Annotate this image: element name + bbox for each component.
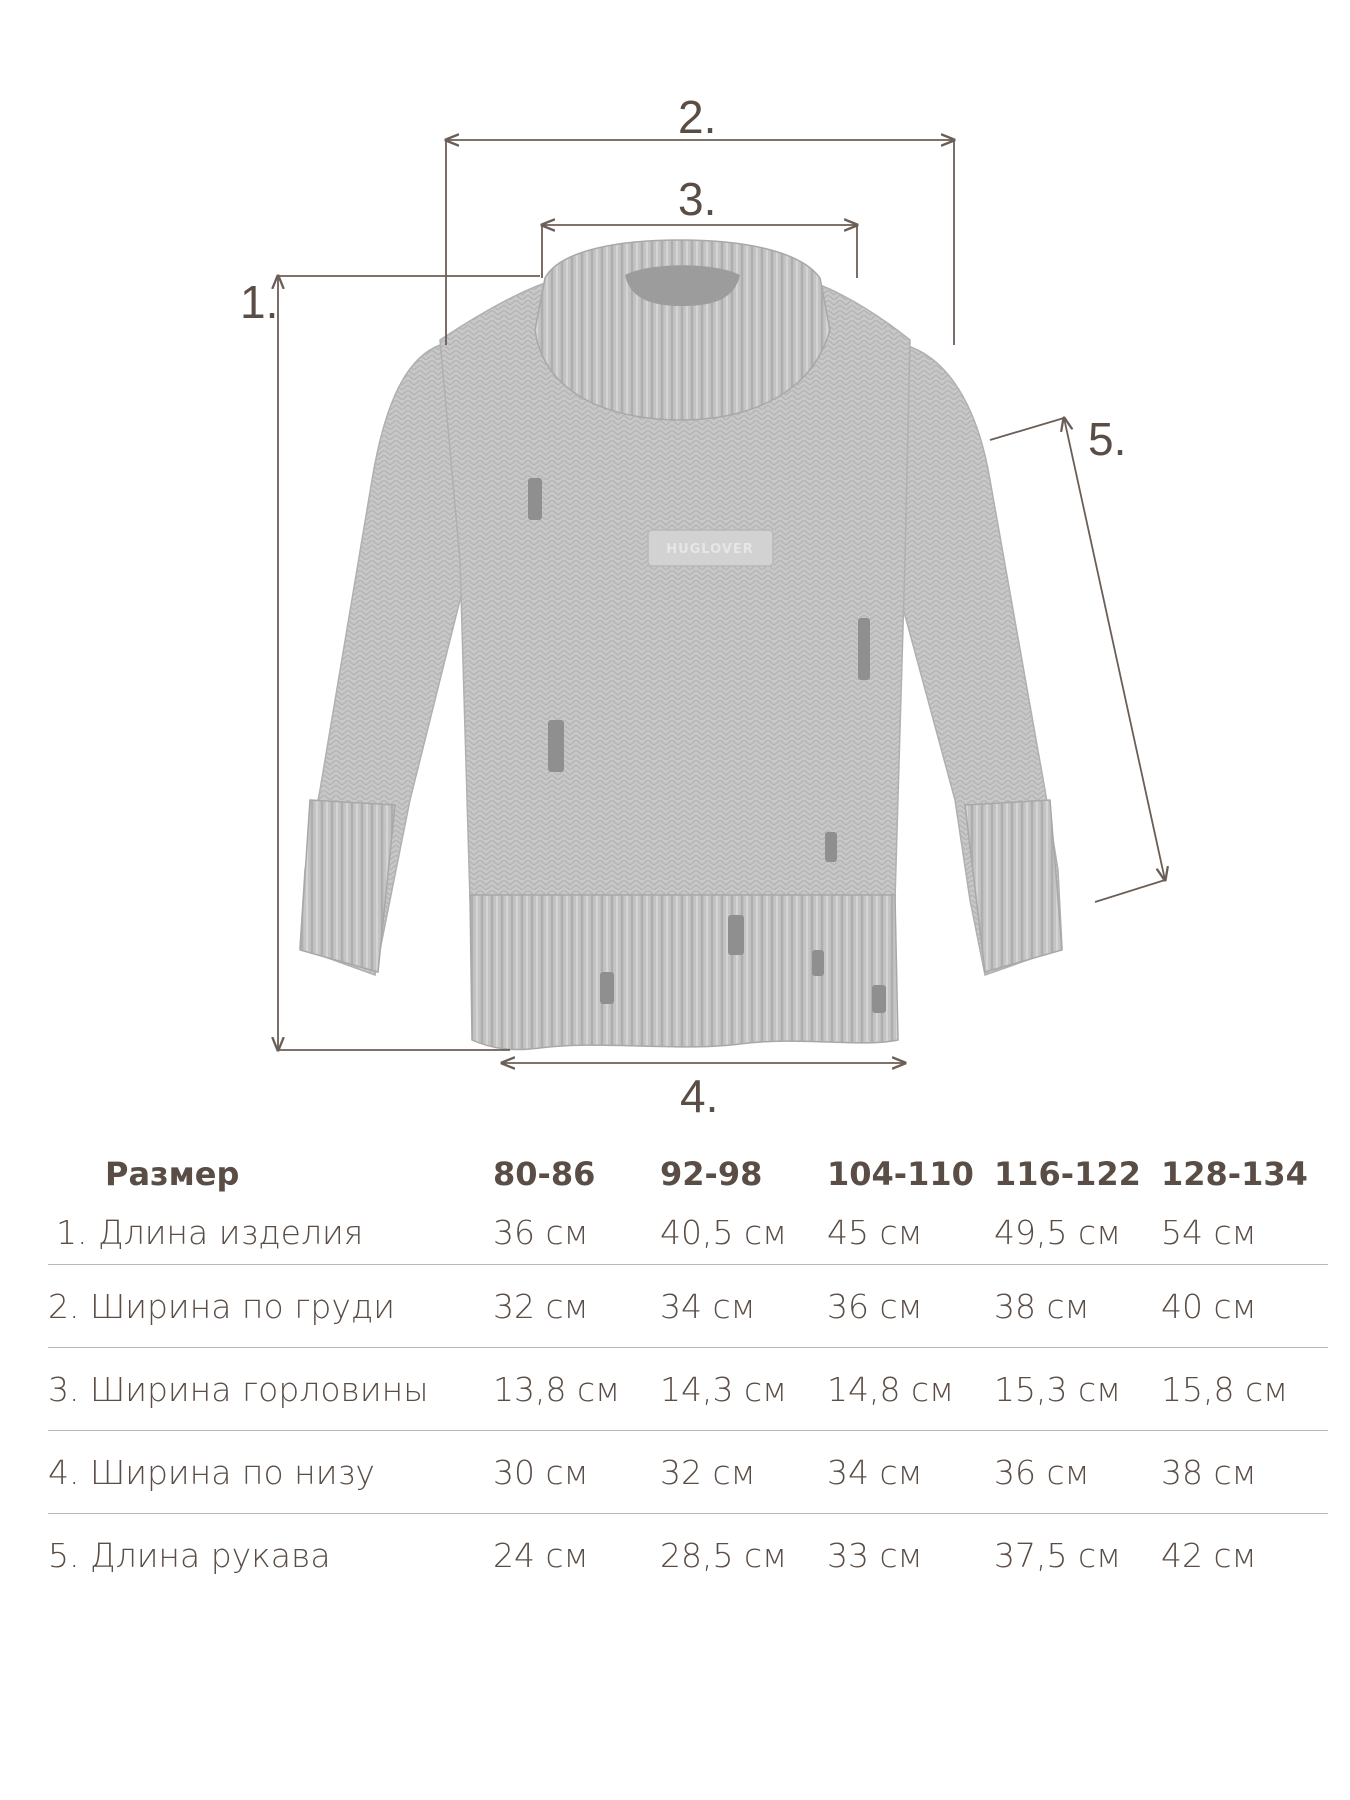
measure-line-5	[1064, 418, 1165, 880]
dimension-label-1: 1.	[240, 276, 279, 328]
sweater-hem	[470, 895, 898, 1050]
table-cell: 36 см	[827, 1286, 923, 1326]
table-cell: 15,8 см	[1161, 1369, 1289, 1409]
size-header-cell: 80-86	[493, 1155, 596, 1193]
row-label: 1. Длина изделия	[56, 1212, 364, 1252]
table-cell: 40 см	[1161, 1286, 1257, 1326]
table-cell: 36 см	[994, 1452, 1090, 1492]
table-cell: 38 см	[1161, 1452, 1257, 1492]
table-cell: 45 см	[827, 1212, 923, 1252]
table-cell: 40,5 см	[660, 1212, 788, 1252]
size-header-cell: 104-110	[827, 1155, 974, 1193]
table-cell: 24 см	[493, 1535, 589, 1575]
brand-patch-text: HUGLOVER	[666, 542, 754, 557]
table-cell: 49,5 см	[994, 1212, 1122, 1252]
left-cuff	[300, 800, 395, 972]
table-cell: 34 см	[660, 1286, 756, 1326]
table-row	[48, 1200, 1328, 1265]
table-row	[48, 1348, 1328, 1431]
table-cell: 36 см	[493, 1212, 589, 1252]
table-cell: 42 см	[1161, 1535, 1257, 1575]
table-cell: 38 см	[994, 1286, 1090, 1326]
table-cell: 33 см	[827, 1535, 923, 1575]
table-cell: 37,5 см	[994, 1535, 1122, 1575]
table-cell: 32 см	[493, 1286, 589, 1326]
row-label: 5. Длина рукава	[48, 1535, 331, 1575]
dimension-label-5: 5.	[1088, 413, 1127, 465]
table-cell: 28,5 см	[660, 1535, 788, 1575]
row-label: 4. Ширина по низу	[48, 1452, 375, 1492]
size-header-row	[48, 1148, 1328, 1200]
size-header-label: Размер	[105, 1155, 240, 1193]
dimension-label-2: 2.	[678, 91, 717, 143]
row-label: 3. Ширина горловины	[48, 1369, 429, 1409]
dimension-label-3: 3.	[678, 173, 717, 225]
size-header-cell: 116-122	[994, 1155, 1141, 1193]
dimension-label-4: 4.	[680, 1070, 719, 1120]
table-row	[48, 1514, 1328, 1597]
table-cell: 34 см	[827, 1452, 923, 1492]
size-header-cell: 92-98	[660, 1155, 763, 1193]
table-cell: 13,8 см	[493, 1369, 621, 1409]
row-label: 2. Ширина по груди	[48, 1286, 395, 1326]
size-header-cell: 128-134	[1161, 1155, 1308, 1193]
table-row	[48, 1431, 1328, 1514]
table-cell: 14,8 см	[827, 1369, 955, 1409]
table-row	[48, 1265, 1328, 1348]
sweater-illustration	[300, 240, 1062, 1050]
table-cell: 32 см	[660, 1452, 756, 1492]
table-cell: 14,3 см	[660, 1369, 788, 1409]
size-chart-table	[48, 1148, 1328, 1596]
table-cell: 54 см	[1161, 1212, 1257, 1252]
table-cell: 15,3 см	[994, 1369, 1122, 1409]
table-cell: 30 см	[493, 1452, 589, 1492]
